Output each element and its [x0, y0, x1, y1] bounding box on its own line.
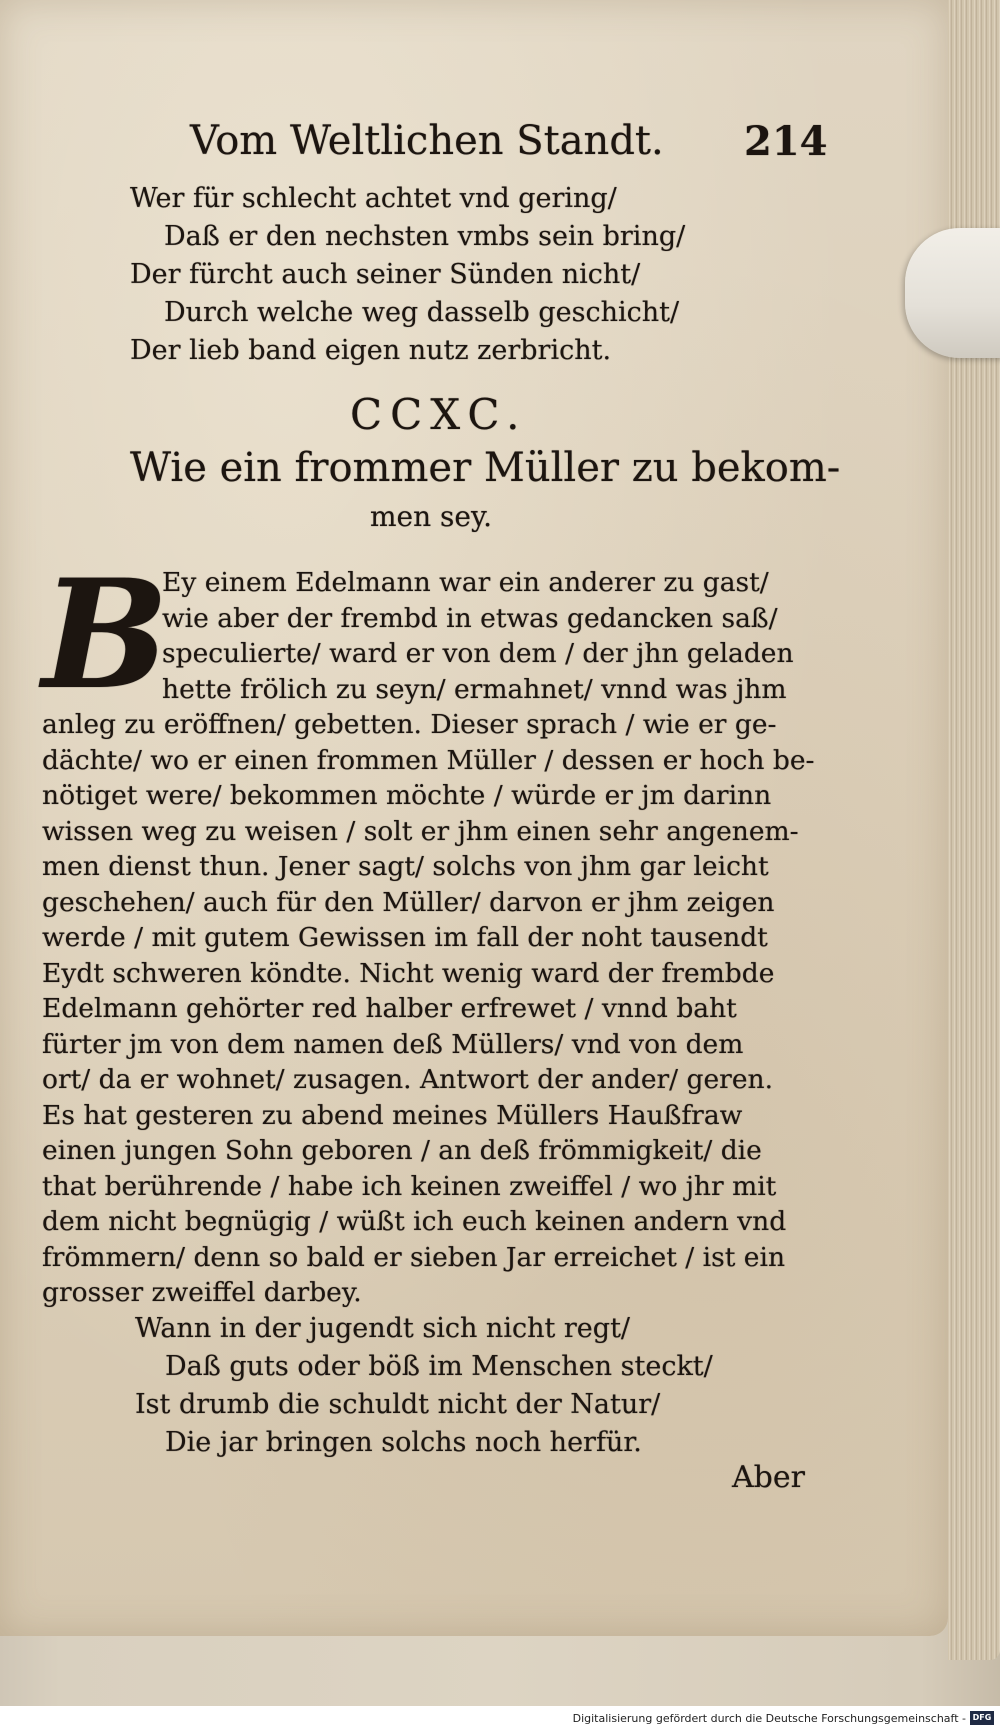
chapter-title-line1: Wie ein frommer Müller zu bekom-	[130, 445, 841, 491]
chapter-title-line2: men sey.	[370, 500, 492, 533]
body-line: fürter jm von dem namen deß Müllers/ vnd von dem	[42, 1028, 744, 1060]
body-line: wie aber der frembd in etwas gedancken saß/	[162, 602, 778, 634]
body-line: frömmern/ denn so bald er sieben Jar erreichet / ist ein	[42, 1241, 786, 1273]
body-line: dächte/ wo er einen frommen Müller / dessen er hoch be-	[42, 744, 815, 776]
page-clip	[905, 228, 1000, 358]
body-text	[42, 565, 815, 1311]
catchword: Aber	[732, 1460, 805, 1495]
body-line: grosser zweiffel darbey.	[42, 1277, 362, 1308]
body-line: anleg zu eröffnen/ gebetten. Dieser sprach / wie er ge-	[42, 709, 777, 740]
verse-line: Daß guts oder böß im Menschen steckt/	[165, 1351, 713, 1382]
body-line: Es hat gesteren zu abend meines Müllers Haußfraw	[42, 1099, 743, 1131]
chapter-number: CCXC.	[350, 390, 528, 439]
body-line: werde / mit gutem Gewissen im fall der noht tausendt	[42, 922, 768, 953]
body-line: nötiget were/ bekommen möchte / würde er jm darinn	[42, 780, 772, 811]
body-line: geschehen/ auch für den Müller/ darvon er jhm zeigen	[42, 886, 775, 918]
body-line: Eydt schweren köndte. Nicht wenig ward der frembde	[42, 957, 775, 989]
verse-line: Ist drumb die schuldt nicht der Natur/	[135, 1389, 661, 1420]
verse-bottom	[135, 1310, 713, 1462]
verse-line: Daß er den nechsten vmbs sein bring/	[164, 221, 686, 252]
body-line: men dienst thun. Jener sagt/ solchs von jhm gar leicht	[42, 851, 769, 882]
page-number: 214	[744, 118, 828, 165]
verse-line: Der lieb band eigen nutz zerbricht.	[130, 335, 612, 366]
verse-line: Wer für schlecht achtet vnd gering/	[130, 183, 617, 214]
body-line: Ey einem Edelmann war ein anderer zu gast/	[162, 567, 769, 598]
body-line: speculierte/ ward er von dem / der jhn geladen	[162, 638, 794, 669]
decorated-initial: B	[42, 547, 169, 723]
body-line: Edelmann gehörter red halber erfrewet / vnnd baht	[42, 993, 737, 1024]
dfg-logo-icon: DFG	[970, 1711, 994, 1725]
verse-line: Der fürcht auch seiner Sünden nicht/	[130, 259, 641, 290]
body-line: ort/ da er wohnet/ zusagen. Antwort der ander/ geren.	[42, 1064, 774, 1095]
verse-top	[130, 180, 685, 370]
body-line: hette frölich zu seyn/ ermahnet/ vnnd was jhm	[162, 673, 787, 705]
body-line: that berührende / habe ich keinen zweiffel / wo jhr mit	[42, 1170, 777, 1202]
body-line: wissen weg zu weisen / solt er jhm einen sehr angenem-	[42, 815, 799, 847]
verse-line: Die jar bringen solchs noch herfür.	[165, 1427, 642, 1458]
body-line: einen jungen Sohn geboren / an deß frömmigkeit/ die	[42, 1135, 762, 1166]
running-head: Vom Weltlichen Standt.	[190, 118, 664, 164]
verse-line: Wann in der jugendt sich nicht regt/	[135, 1313, 631, 1344]
footer-credit: Digitalisierung gefördert durch die Deutsche Forschungsgemeinschaft -	[572, 1712, 966, 1725]
verse-line: Durch welche weg dasselb geschicht/	[164, 297, 680, 328]
body-line: dem nicht begnügig / wüßt ich euch keinen andern vnd	[42, 1206, 787, 1237]
